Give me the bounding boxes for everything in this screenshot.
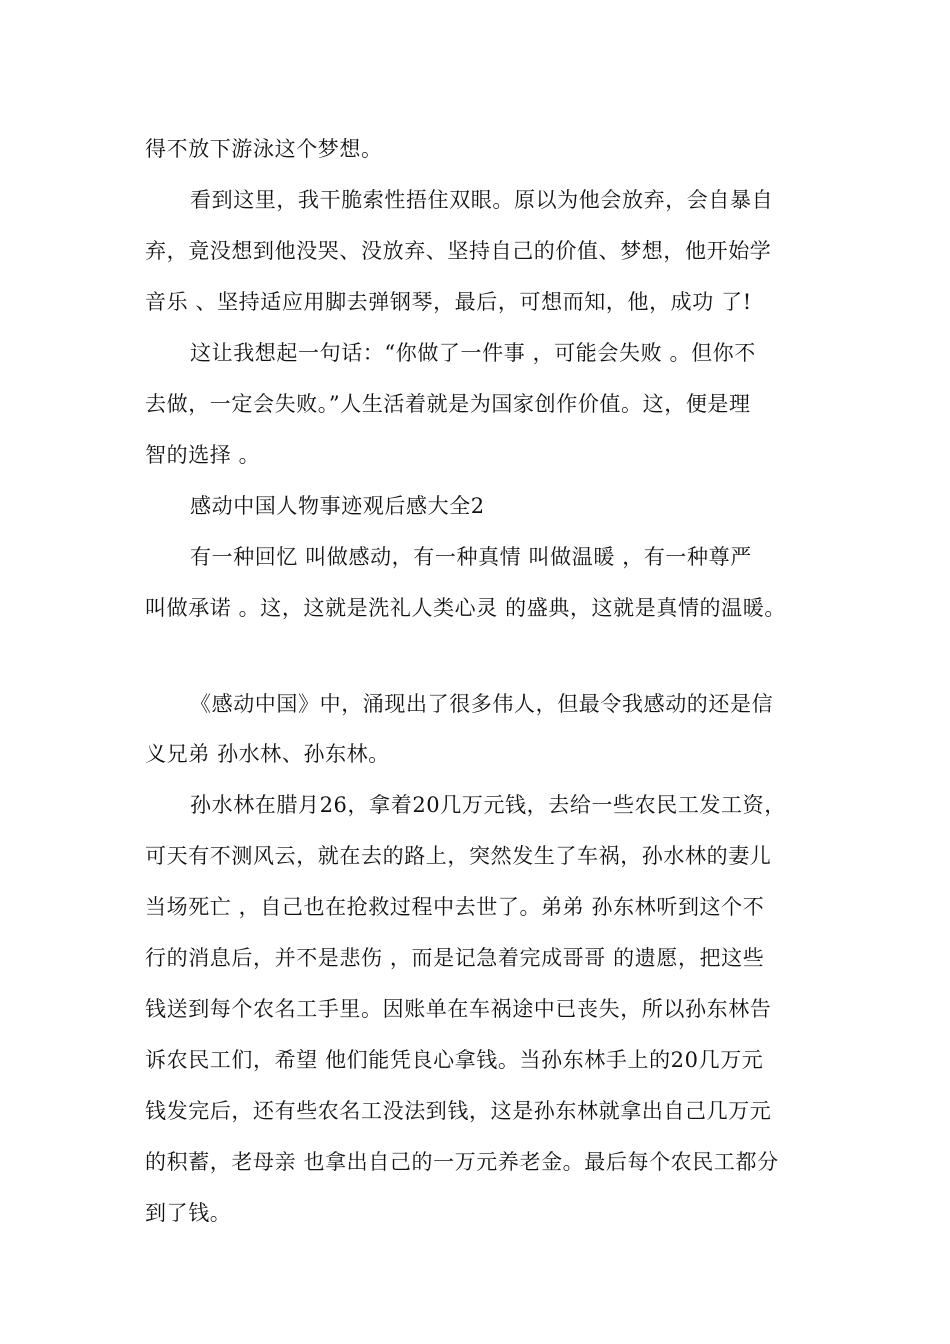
text-line: 行的消息后，并不是悲伤 ，而是记急着完成哥哥 的遗愿，把这些 <box>145 946 765 970</box>
text-line: 诉农民工们，希望 他们能凭良心拿钱。当孙东林手上的20几万元 <box>145 1048 764 1072</box>
text-line: 孙水林在腊月26，拿着20几万元钱，去给一些农民工发工资， <box>190 793 786 817</box>
text-line: 弃，竟没想到他没哭、没放弃、坚持自己的价值、梦想，他开始学 <box>145 239 772 263</box>
text-line: 去做，一定会失败。”人生活着就是为国家创作价值。这，便是理 <box>145 392 751 416</box>
text-line: 音乐 、坚持适应用脚去弹钢琴，最后，可想而知，他，成功 了! <box>145 290 752 314</box>
text-line: 有一种回忆 叫做感动，有一种真情 叫做温暖 ，有一种尊严 <box>190 545 752 569</box>
text-line: 的积蓄，老母亲 也拿出自己的一万元养老金。最后每个农民工都分 <box>145 1150 779 1174</box>
text-line: 得不放下游泳这个梦想。 <box>145 137 383 161</box>
text-line: 义兄弟 孙水林、孙东林。 <box>145 742 390 766</box>
text-line: 叫做承诺 。这，这就是洗礼人类心灵 的盛典，这就是真情的温暖。 <box>145 596 786 620</box>
text-line: 可天有不测风云，就在去的路上，突然发生了车祸，孙水林的妻儿 <box>145 844 772 868</box>
text-line: 钱送到每个农名工手里。因账单在车祸途中已丧失，所以孙东林告 <box>145 997 772 1021</box>
text-line: 钱发完后，还有些农名工没法到钱，这是孙东林就拿出自己几万元 <box>145 1099 772 1123</box>
text-line: 当场死亡 ，自己也在抢救过程中去世了。弟弟 孙东林听到这个不 <box>145 895 765 919</box>
text-line: 《感动中国》中，涌现出了很多伟人，但最令我感动的还是信 <box>190 692 774 716</box>
section-heading: 感动中国人物事迹观后感大全2 <box>190 494 485 518</box>
text-line: 这让我想起一句话：“你做了一件事 ，可能会失败 。但你不 <box>190 341 756 365</box>
text-line: 智的选择 。 <box>145 443 261 467</box>
text-line: 到了钱。 <box>145 1201 232 1225</box>
text-line: 看到这里，我干脆索性捂住双眼。原以为他会放弃，会自暴自 <box>190 188 774 212</box>
